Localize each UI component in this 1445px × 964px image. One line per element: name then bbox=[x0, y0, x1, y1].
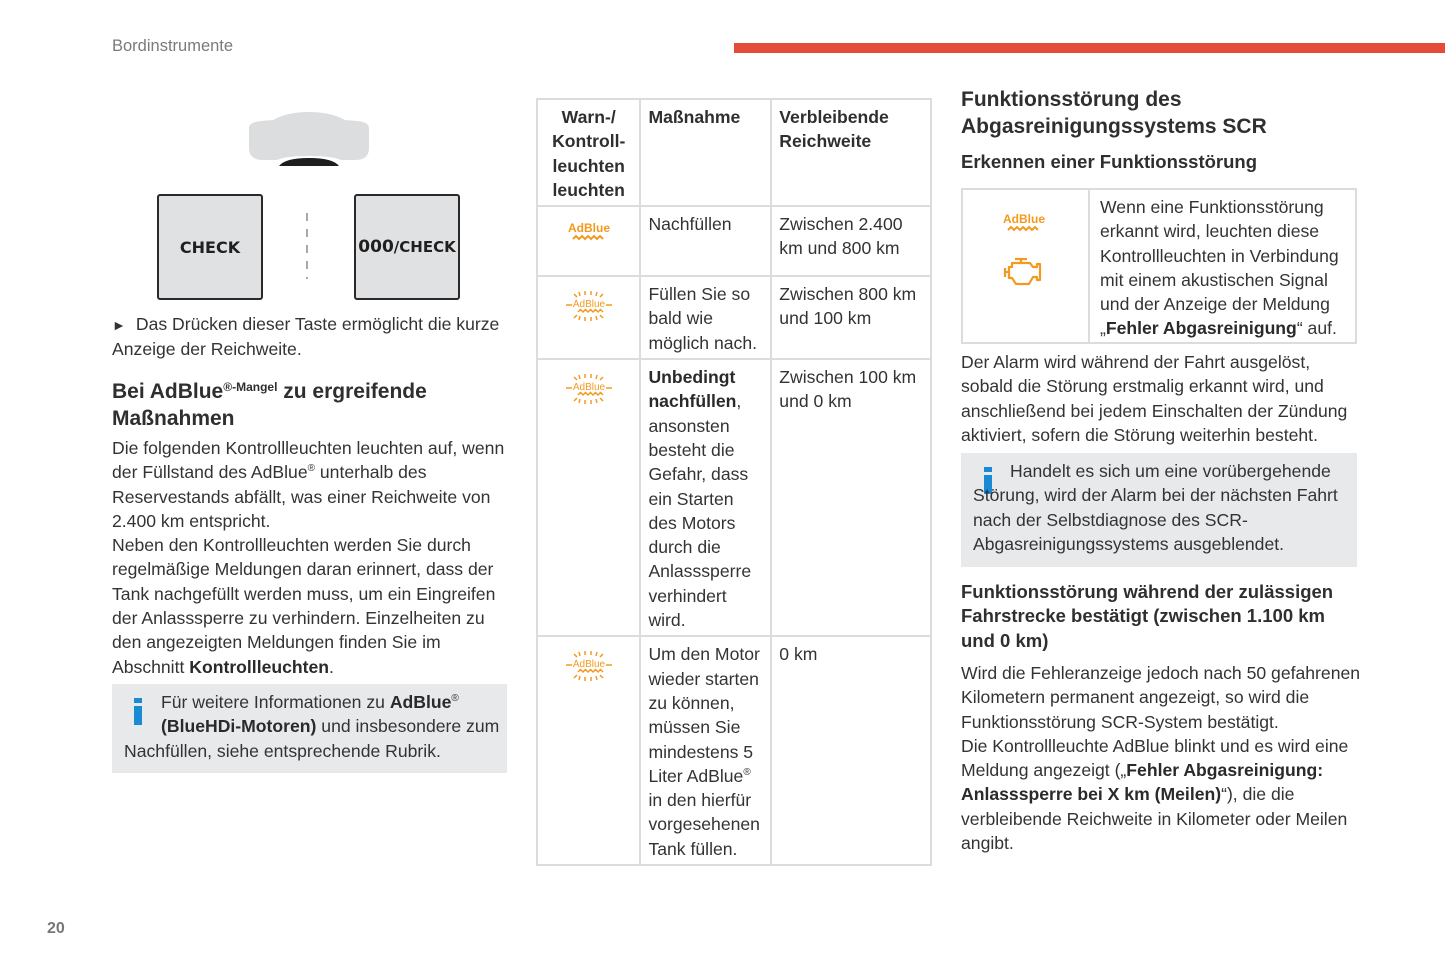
table-row bbox=[537, 636, 931, 865]
range-cell: Zwischen 100 km und 0 km bbox=[771, 359, 931, 636]
action-text: , ansonsten besteht die Gefahr, dass ein Starten des Motors durch die Anlasssperre verhindert wird. bbox=[648, 391, 752, 631]
svg-text:AdBlue: AdBlue bbox=[572, 382, 605, 394]
section-heading-adblue bbox=[112, 378, 512, 432]
blink-text-end: “), die die verbleibende Reichweite in Kilometer oder Meilen angibt. bbox=[961, 784, 1348, 854]
icon-cell bbox=[537, 206, 640, 276]
action-sup: ® bbox=[743, 766, 751, 778]
adblue-flashing-icon bbox=[564, 372, 614, 406]
subheading-confirmed-fault: Funktionsstörung während der zulässigen Fahrstrecke bestätigt (zwischen 1.100 km und 0 km) bbox=[961, 581, 1334, 651]
table-row bbox=[537, 276, 931, 359]
heading-sup: ®-Mangel bbox=[223, 380, 278, 394]
header-action: Maßnahme bbox=[640, 99, 771, 206]
para1-sup: ® bbox=[307, 463, 315, 475]
action-cell bbox=[640, 636, 771, 865]
action-cell: Füllen Sie so bald wie möglich nach. bbox=[640, 276, 771, 359]
info-text bbox=[124, 690, 502, 763]
range-cell: Zwischen 2.400 km und 800 km bbox=[771, 206, 931, 276]
icon-cell bbox=[537, 276, 640, 359]
check-button-label: CHECK bbox=[179, 237, 241, 257]
adblue-flashing-icon bbox=[564, 289, 614, 323]
alarm-paragraph: Der Alarm wird während der Fahrt ausgelöst, sobald die Störung erstmalig erkannt wird, und anschließend bei jedem Einschalten der Zündung aktiviert, sofern die Störung weiterhin besteht. bbox=[961, 352, 1348, 445]
para2-text: Neben den Kontrollleuchten werden Sie durch regelmäßige Meldungen daran erinnert, dass der Tank nachgefüllt werden muss, um ein Eingreifen der Anlasssperre zu verhindern. Einzelheiten zu den angezeigten Meldungen finden Sie im Abschnitt bbox=[112, 535, 496, 677]
running-head: Bordinstrumente bbox=[112, 37, 234, 55]
table-row bbox=[537, 359, 931, 636]
para1-text-end: unterhalb des Reservestands abfällt, was einer Reichweite von 2.400 km entspricht. bbox=[112, 462, 491, 531]
trip-check-label-text: /CHECK bbox=[393, 238, 456, 256]
divider-dashed bbox=[306, 213, 308, 279]
table-header-row bbox=[537, 99, 931, 206]
info-box-scr bbox=[961, 453, 1357, 567]
svg-text:AdBlue: AdBlue bbox=[567, 221, 610, 236]
accent-bar bbox=[734, 43, 1445, 53]
fault-message-bold: Fehler Abgasreinigung bbox=[1105, 318, 1297, 339]
adblue-intro-paragraph bbox=[112, 436, 507, 679]
svg-text:AdBlue: AdBlue bbox=[572, 659, 605, 671]
link-kontrollleuchten[interactable]: Kontrollleuchten bbox=[189, 656, 330, 677]
heading-text: Bei AdBlue bbox=[112, 380, 224, 403]
svg-text:AdBlue: AdBlue bbox=[1003, 212, 1045, 226]
section-heading-scr: Funktionsstörung des Abgasreinigungssystems SCR bbox=[961, 88, 1267, 138]
check-button[interactable] bbox=[157, 194, 263, 300]
adblue-icon bbox=[567, 219, 611, 245]
trip-check-button[interactable] bbox=[354, 194, 460, 300]
bullet-paragraph bbox=[112, 312, 512, 362]
header-warning-lights: Warn-/ Kontroll-leuchten leuchten bbox=[537, 99, 640, 206]
adblue-flashing-icon bbox=[564, 649, 614, 683]
cell-divider bbox=[1088, 190, 1090, 342]
fault-text-end: “ auf. bbox=[1296, 318, 1337, 339]
adblue-icon bbox=[1001, 210, 1047, 236]
info-box-adblue bbox=[112, 684, 507, 773]
range-cell: Zwischen 800 km und 100 km bbox=[771, 276, 931, 359]
action-text-end: in den hierfür vorgesehenen Tank füllen. bbox=[648, 790, 760, 859]
info-text: Handelt es sich um eine vorübergehende Störung, wird der Alarm bei der nächsten Fahrt nach der Selbstdiagnose des SCR-Abgasreinigungssystems ausgeblendet. bbox=[973, 461, 1338, 554]
heading-text-end: zu ergreifende Maßnahmen bbox=[112, 380, 427, 430]
icon-cell bbox=[537, 636, 640, 865]
info-bold-bluehdi: (BlueHDi-Motoren) bbox=[161, 716, 317, 737]
bullet-arrow-icon: ► bbox=[112, 317, 126, 333]
info-text-b: und insbesondere zum Nachfüllen, siehe entsprechende Rubrik. bbox=[124, 716, 500, 761]
para2-end: . bbox=[329, 656, 334, 677]
info-text-scr bbox=[973, 459, 1348, 556]
car-top-view-icon bbox=[243, 112, 375, 166]
info-text-a: Für weitere Informationen zu bbox=[161, 692, 390, 712]
adblue-warning-table bbox=[536, 98, 932, 866]
confirm-paragraph bbox=[961, 661, 1361, 855]
action-bold: Unbedingt nachfüllen bbox=[648, 367, 737, 412]
action-text: Um den Motor wieder starten zu können, müssen Sie mindestens 5 Liter AdBlue bbox=[648, 644, 760, 786]
action-cell bbox=[640, 359, 771, 636]
bullet-text: Das Drücken dieser Taste ermöglicht die kurze Anzeige der Reichweite. bbox=[112, 314, 500, 360]
subheading-detection: Erkennen einer Funktionsstörung bbox=[961, 151, 1258, 172]
fault-text: Wenn eine Funktionsstörung erkannt wird, leuchten diese Kontrollleuchten in Verbindung mit einem akustischen Signal und der Anzeige der Meldung „ bbox=[1100, 197, 1339, 339]
engine-icon bbox=[1003, 256, 1045, 288]
info-bold-adblue: AdBlue bbox=[389, 692, 452, 712]
range-cell: 0 km bbox=[771, 636, 931, 865]
blink-text: Die Kontrollleuchte AdBlue blinkt und es wird eine Meldung angezeigt („ bbox=[961, 735, 1349, 781]
fault-description bbox=[1100, 195, 1350, 341]
page-number: 20 bbox=[47, 920, 65, 937]
action-cell: Nachfüllen bbox=[640, 206, 771, 276]
confirm-text: Wird die Fehleranzeige jedoch nach 50 gefahrenen Kilometern permanent angezeigt, so wird die Funktionsstörung SCR-System bestätigt. bbox=[961, 663, 1361, 732]
table-row bbox=[537, 206, 931, 276]
fault-indicator-box bbox=[961, 188, 1357, 344]
trip-check-label-digits: 000 bbox=[358, 237, 394, 257]
blink-message-bold: Fehler Abgasreinigung: Anlasssperre bei X km (Meilen) bbox=[961, 760, 1324, 805]
header-remaining-range: Verbleibende Reichweite bbox=[771, 99, 931, 206]
svg-text:AdBlue: AdBlue bbox=[572, 299, 605, 311]
info-sup: ® bbox=[451, 693, 459, 704]
para1-text: Die folgenden Kontrollleuchten leuchten auf, wenn der Füllstand des AdBlue bbox=[112, 438, 505, 483]
icon-cell bbox=[537, 359, 640, 636]
